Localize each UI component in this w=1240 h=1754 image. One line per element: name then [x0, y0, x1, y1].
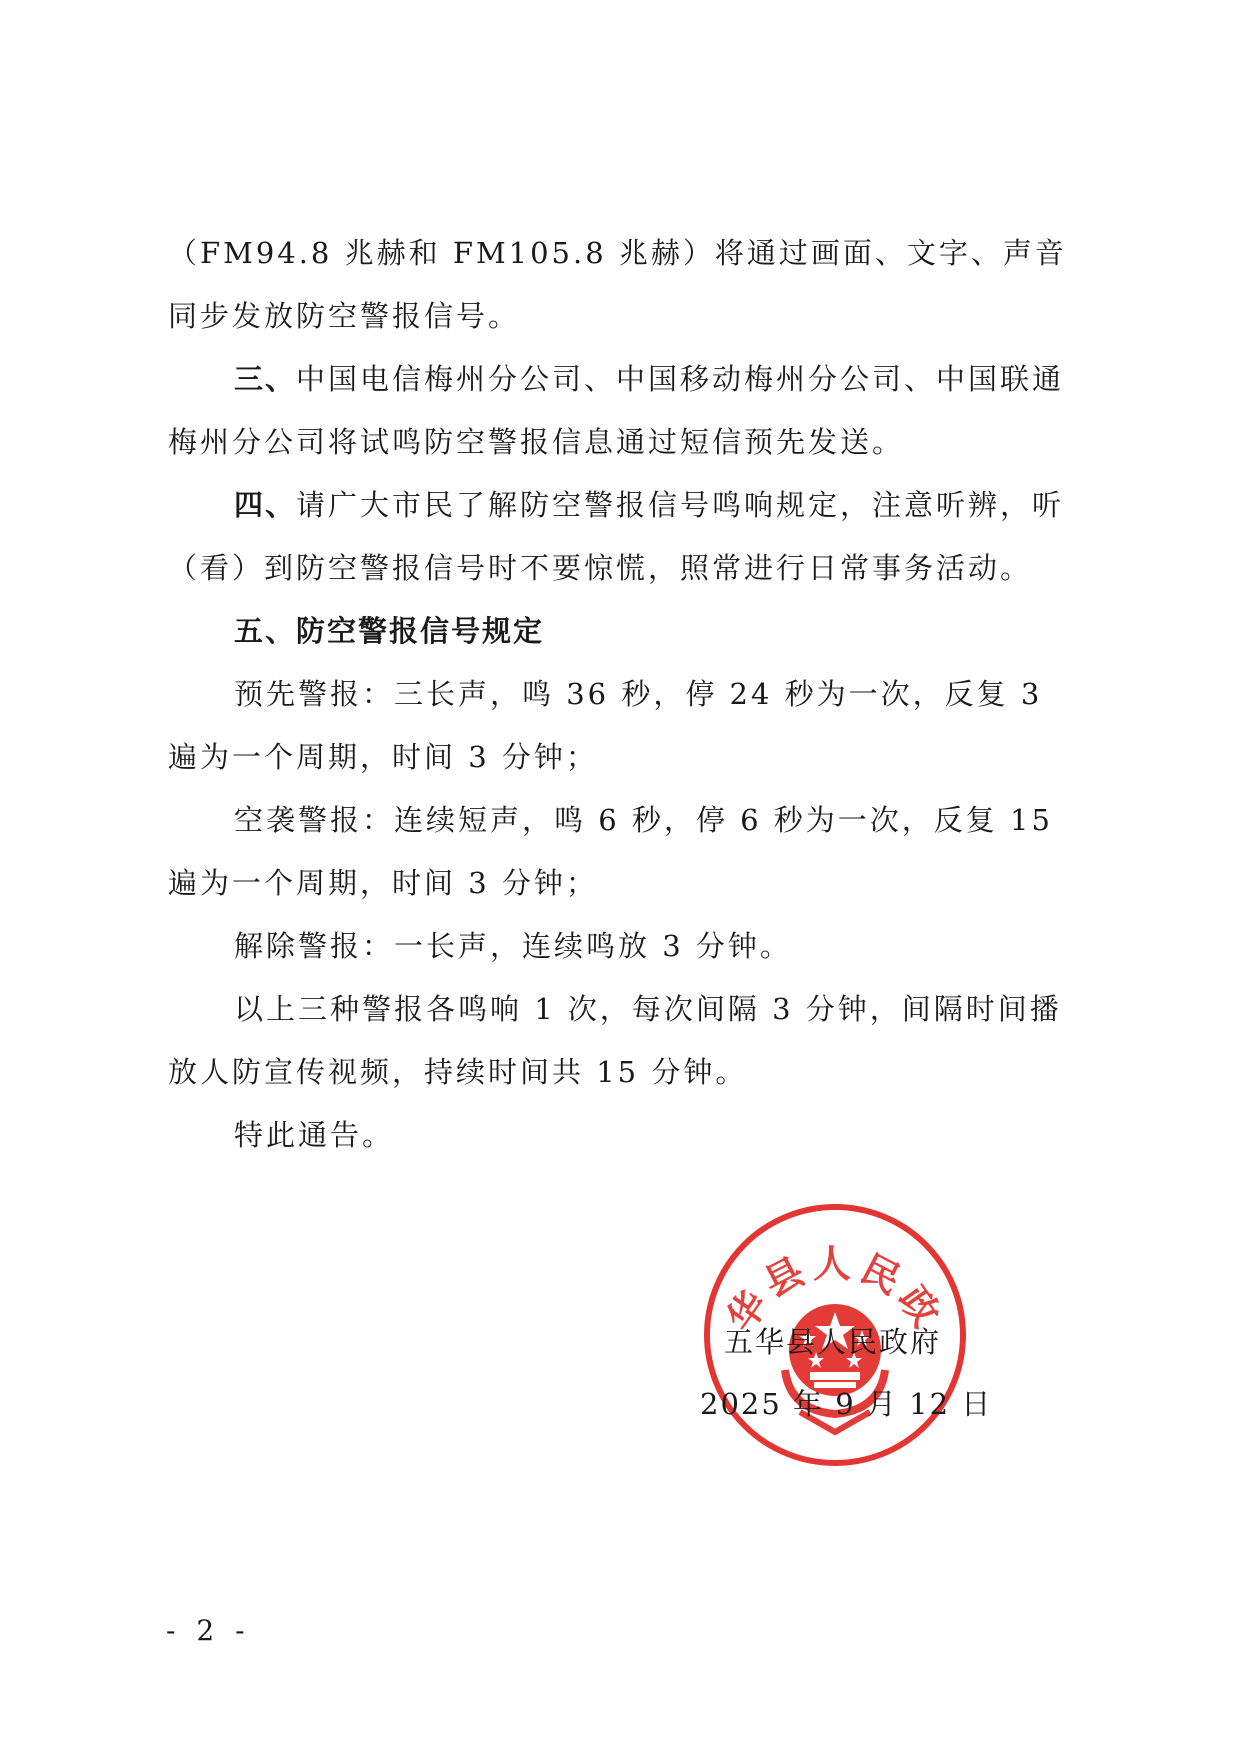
paragraph-text: 空袭警报：连续短声，鸣 6 秒，停 6 秒为一次，反复 15 遍为一个周期，时间 3 分钟； [168, 803, 1053, 900]
paragraph-all-clear [168, 915, 1080, 978]
paragraph-schedule [168, 978, 1080, 1104]
paragraph-text: 预先警报：三长声，鸣 36 秒，停 24 秒为一次，反复 3 遍为一个周期，时间 3 分钟； [168, 677, 1043, 774]
page-number: - 2 - [166, 1614, 251, 1647]
paragraph-air-raid-alert [168, 789, 1080, 915]
paragraph-closing [168, 1104, 1080, 1167]
paragraph-text: 请广大市民了解防空警报信号鸣响规定，注意听辨，听（看）到防空警报信号时不要惊慌，照常进行日常事务活动。 [168, 488, 1065, 585]
paragraph-text: 特此通告。 [234, 1118, 395, 1152]
paragraph-text: （FM94.8 兆赫和 FM105.8 兆赫）将通过画面、文字、声音同步发放防空警报信号。 [168, 236, 1067, 333]
paragraph-text: 以上三种警报各鸣响 1 次，每次间隔 3 分钟，间隔时间播放人防宣传视频，持续时间共 15 分钟。 [168, 992, 1062, 1089]
document-body [168, 222, 1080, 1167]
signing-organization: 五华县人民政府 [724, 1325, 942, 1359]
paragraph-pre-alert [168, 663, 1080, 789]
paragraph-item-four [168, 474, 1080, 600]
section-heading: 五、防空警报信号规定 [234, 614, 545, 648]
item-number: 四、 [234, 488, 297, 522]
seal-ring-text: 华县人民政 [718, 1242, 952, 1340]
item-number: 三、 [234, 362, 297, 396]
paragraph-text: 中国电信梅州分公司、中国移动梅州分公司、中国联通梅州分公司将试鸣防空警报信息通过短信预先发送。 [168, 362, 1065, 459]
paragraph-text: 解除警报：一长声，连续鸣放 3 分钟。 [234, 929, 792, 963]
section-heading-five [168, 600, 1080, 663]
signing-date: 2025 年 9 月 12 日 [700, 1387, 993, 1421]
paragraph-item-three [168, 348, 1080, 474]
paragraph-broadcast [168, 222, 1080, 348]
